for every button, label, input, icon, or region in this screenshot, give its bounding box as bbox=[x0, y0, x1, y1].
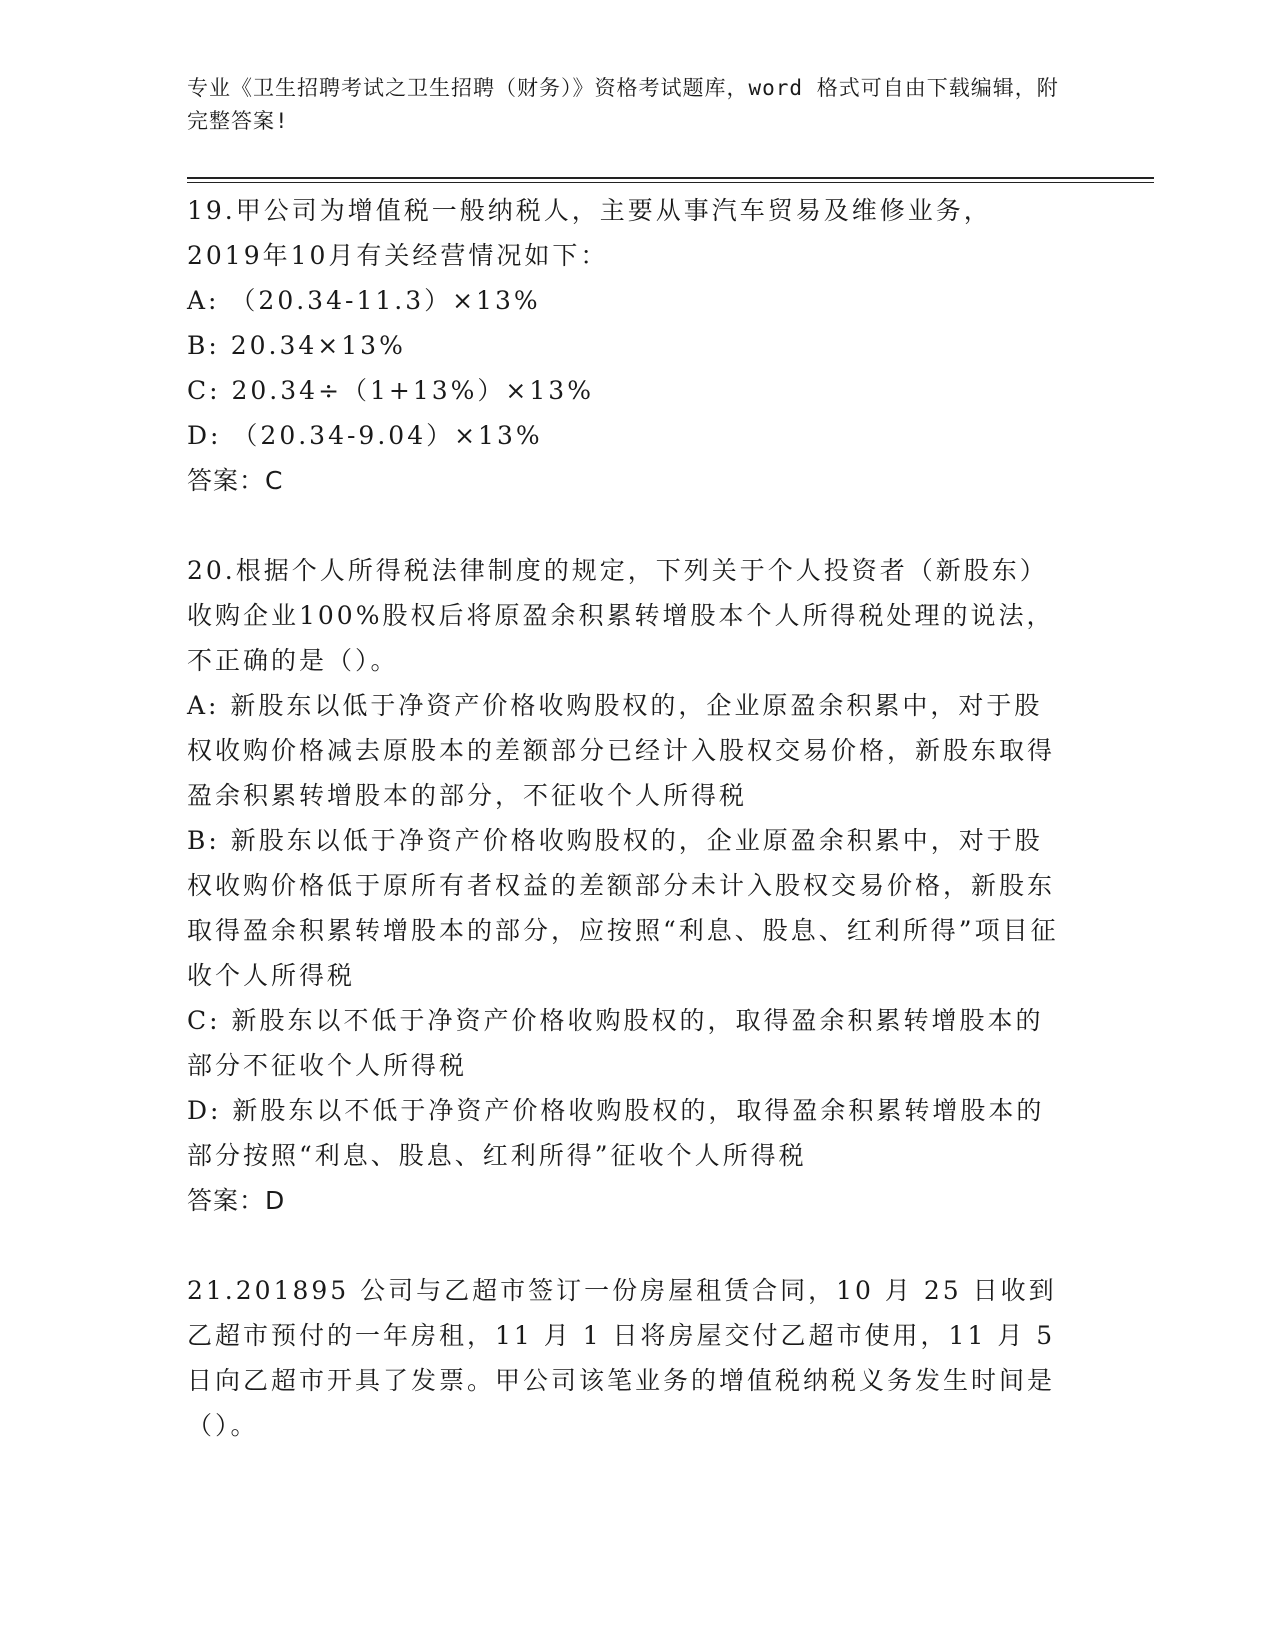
option-d: D: （20.34-9.04）×13% bbox=[187, 421, 543, 450]
option-a: A: 新股东以低于净资产价格收购股权的，企业原盈余积累中，对于股权收购价格减去原股本的差额部分已经计入股权交易价格，新股东取得盈余积累转增股本的部分，不征收个人所得税 bbox=[187, 691, 1056, 810]
question-20 bbox=[187, 548, 1067, 1223]
question-list bbox=[187, 188, 1067, 1448]
question-stem: 21.201895 公司与乙超市签订一份房屋租赁合同，10 月 25 日收到乙超市预付的一年房租，11 月 1 日将房屋交付乙超市使用，11 月 5 日向乙超市开具了发票。甲公司该笔业务的增值税纳税义务发生时间是（）。 bbox=[187, 1276, 1057, 1440]
answer: 答案：D bbox=[187, 1186, 286, 1215]
option-c: C: 新股东以不低于净资产价格收购股权的，取得盈余积累转增股本的部分不征收个人所得税 bbox=[187, 1006, 1044, 1080]
header-divider-thick bbox=[187, 177, 1154, 179]
question-stem: 20.根据个人所得税法律制度的规定，下列关于个人投资者（新股东）收购企业100%股权后将原盈余积累转增股本个人所得税处理的说法，不正确的是（）。 bbox=[187, 556, 1055, 675]
question-21 bbox=[187, 1268, 1067, 1448]
option-b: B: 20.34×13% bbox=[187, 331, 406, 360]
answer: 答案：C bbox=[187, 466, 284, 495]
option-c: C: 20.34÷（1+13%）×13% bbox=[187, 376, 594, 405]
question-19 bbox=[187, 188, 1067, 503]
question-stem: 19.甲公司为增值税一般纳税人，主要从事汽车贸易及维修业务，2019年10月有关经营情况如下： bbox=[187, 196, 992, 270]
option-a: A: （20.34-11.3）×13% bbox=[187, 286, 541, 315]
header-divider-thin bbox=[187, 182, 1154, 183]
option-b: B: 新股东以低于净资产价格收购股权的，企业原盈余积累中，对于股权收购价格低于原所有者权益的差额部分未计入股权交易价格，新股东取得盈余积累转增股本的部分，应按照“利息、股息、红利所得”项目征收个人所得税 bbox=[187, 826, 1059, 990]
option-d: D: 新股东以不低于净资产价格收购股权的，取得盈余积累转增股本的部分按照“利息、股息、红利所得”征收个人所得税 bbox=[187, 1096, 1045, 1170]
document-header: 专业《卫生招聘考试之卫生招聘（财务）》资格考试题库，word 格式可自由下载编辑，附完整答案! bbox=[187, 76, 1059, 133]
